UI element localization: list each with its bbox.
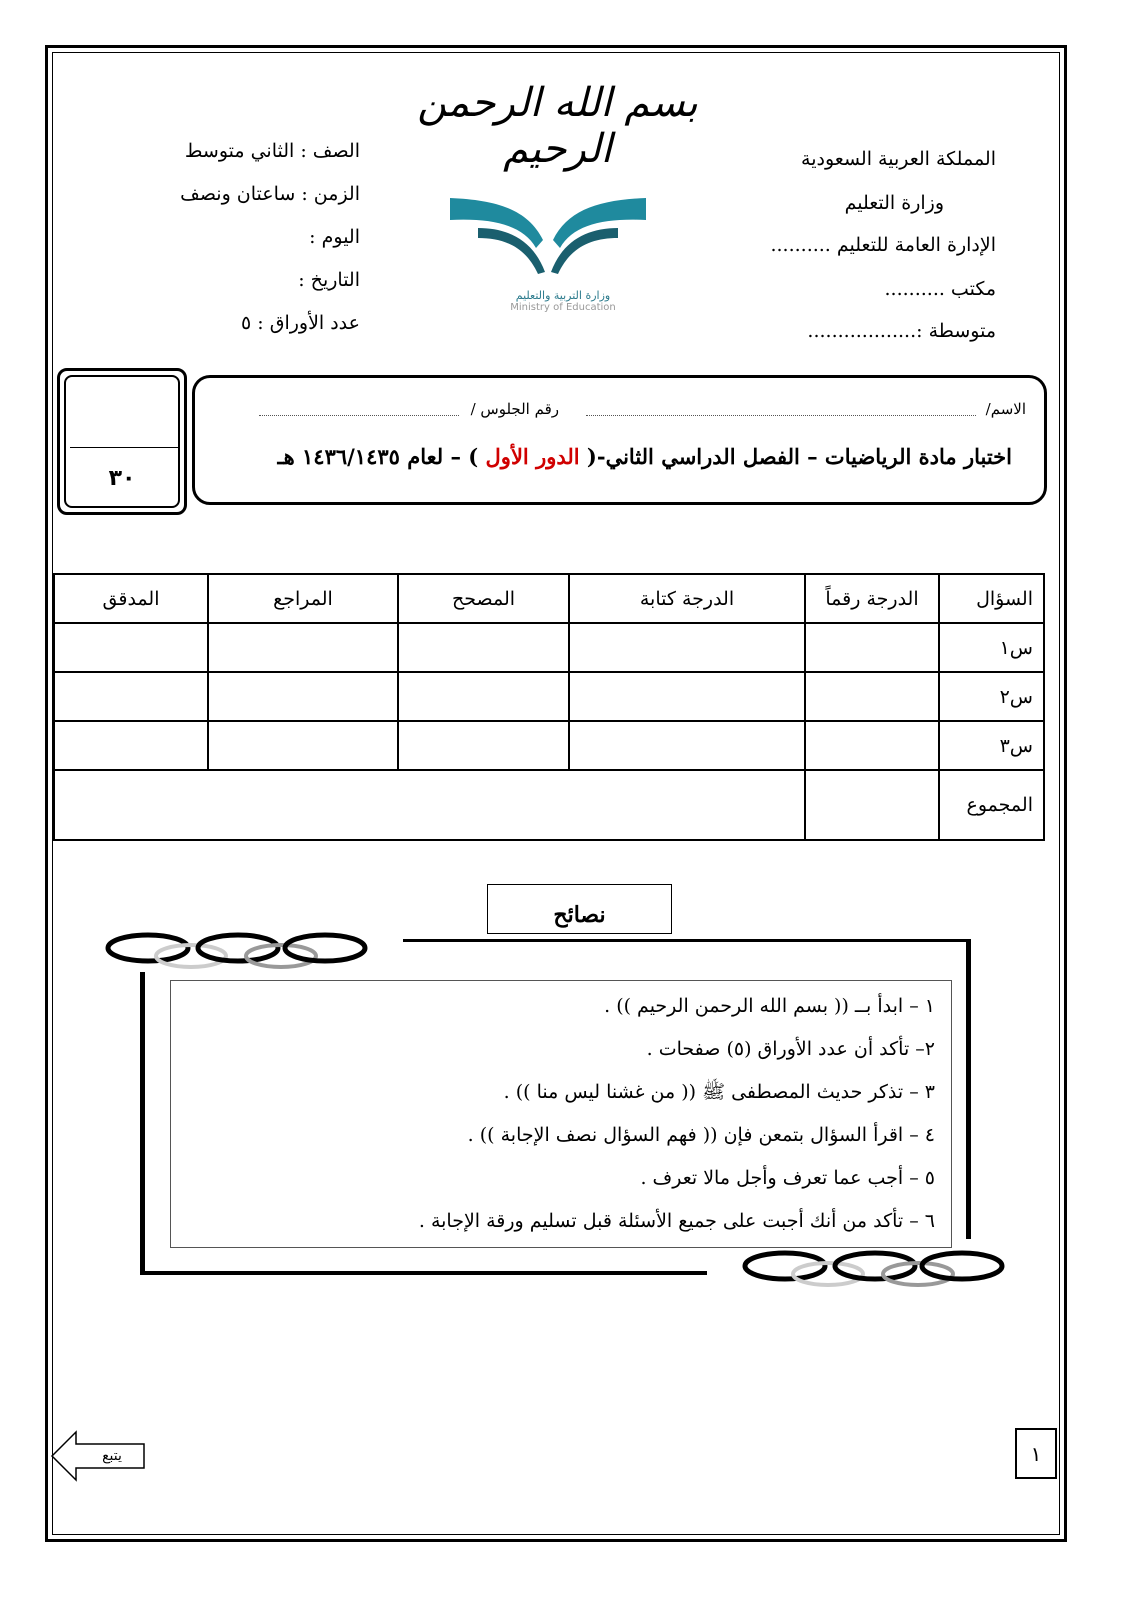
header-auditor: المدقق (54, 574, 208, 623)
cell-input[interactable] (569, 721, 805, 770)
cell-input[interactable] (398, 721, 569, 770)
tips-title: نصائح (487, 884, 672, 934)
grade-table-header (54, 574, 1044, 623)
name-field[interactable] (586, 415, 976, 416)
cell-input[interactable] (54, 672, 208, 721)
cell-input[interactable] (569, 623, 805, 672)
rings-ornament-icon (740, 1248, 1010, 1293)
tip-item: ٥ – أجب عما تعرف وأجل مالا تعرف . (640, 1167, 935, 1189)
header-reviewer: المراجع (208, 574, 398, 623)
continue-arrow[interactable] (50, 1430, 150, 1482)
cell-input[interactable] (805, 672, 939, 721)
ministry-name: وزارة التعليم (844, 192, 944, 214)
cell-input[interactable] (805, 623, 939, 672)
name-label: الاسم/ (985, 400, 1026, 418)
continue-label: يتبع (102, 1448, 122, 1464)
logo-text-en: Ministry of Education (510, 302, 616, 313)
tips-frame-bottom (140, 1271, 707, 1275)
ministry-logo (448, 190, 648, 325)
time-label: الزمن : ساعتان ونصف (180, 183, 360, 205)
book-logo-icon (448, 190, 648, 285)
table-row (54, 672, 1044, 721)
pages-count-label: عدد الأوراق : ٥ (241, 312, 360, 334)
page-number: ١ (1015, 1428, 1057, 1479)
tips-box (170, 980, 952, 1248)
grade-table (53, 573, 1045, 841)
cell-input[interactable] (208, 672, 398, 721)
total-score-box (57, 368, 187, 515)
table-row (54, 623, 1044, 672)
cell-input[interactable] (569, 672, 805, 721)
cell-input[interactable] (805, 721, 939, 770)
tip-item: ٤ – اقرأ السؤال بتمعن فإن (( فهم السؤال نصف الإجابة )) . (467, 1124, 935, 1146)
seat-number-label: رقم الجلوس / (470, 400, 559, 418)
cell-input[interactable] (54, 721, 208, 770)
cell-input[interactable] (208, 623, 398, 672)
row-q2-label: س٢ (939, 672, 1044, 721)
table-row (54, 721, 1044, 770)
table-row-total (54, 770, 1044, 840)
student-info-box (192, 375, 1047, 505)
exam-title-part2: ) – لعام ١٤٣٦/١٤٣٥ هـ (277, 444, 479, 469)
tip-item: ١ – ابدأ بــ (( بسم الله الرحمن الرحيم )) . (604, 995, 935, 1017)
header-question: السؤال (939, 574, 1044, 623)
grade-label: الصف : الثاني متوسط (184, 140, 360, 162)
school-name: متوسطة :.................. (807, 320, 996, 342)
tip-item: ٣ – تذكر حديث المصطفى ﷺ (( من غشنا ليس منا )) . (503, 1081, 935, 1103)
basmala: بسم الله الرحمن الرحيم (417, 80, 698, 172)
header-right-block (666, 148, 996, 362)
date-label: التاريخ : (298, 269, 360, 291)
header-corrector: المصحح (398, 574, 569, 623)
tips-frame-top (403, 939, 971, 942)
logo-text-ar: وزارة التربية والتعليم (515, 289, 611, 302)
total-score-value: ٣٠ (108, 466, 136, 491)
cell-input[interactable] (398, 672, 569, 721)
cell-input[interactable] (54, 623, 208, 672)
tips-frame-left (140, 972, 145, 1275)
header-score-words: الدرجة كتابة (569, 574, 805, 623)
kingdom-name: المملكة العربية السعودية (801, 148, 996, 170)
tip-item: ٦ – تأكد من أنك أجبت على جميع الأسئلة قبل تسليم ورقة الإجابة . (418, 1210, 935, 1232)
cell-input[interactable] (54, 770, 805, 840)
row-total-label: المجموع (939, 770, 1044, 840)
header-left-block (170, 140, 360, 355)
tips-frame-right (966, 939, 971, 1239)
exam-round: الدور الأول (478, 444, 587, 469)
row-q3-label: س٣ (939, 721, 1044, 770)
exam-title (277, 444, 1012, 469)
tip-item: ٢– تأكد أن عدد الأوراق (٥) صفحات . (646, 1038, 935, 1060)
header-score-digits: الدرجة رقماً (805, 574, 939, 623)
day-label: اليوم : (309, 226, 360, 248)
cell-input[interactable] (208, 721, 398, 770)
exam-title-part1: اختبار مادة الرياضيات – الفصل الدراسي الثاني-( (586, 444, 1012, 469)
cell-input[interactable] (805, 770, 939, 840)
directorate-name: الإدارة العامة للتعليم .......... (770, 234, 996, 256)
office-name: مكتب .......... (884, 278, 996, 300)
seat-number-field[interactable] (259, 415, 459, 416)
cell-input[interactable] (398, 623, 569, 672)
rings-ornament-icon (103, 928, 373, 973)
row-q1-label: س١ (939, 623, 1044, 672)
